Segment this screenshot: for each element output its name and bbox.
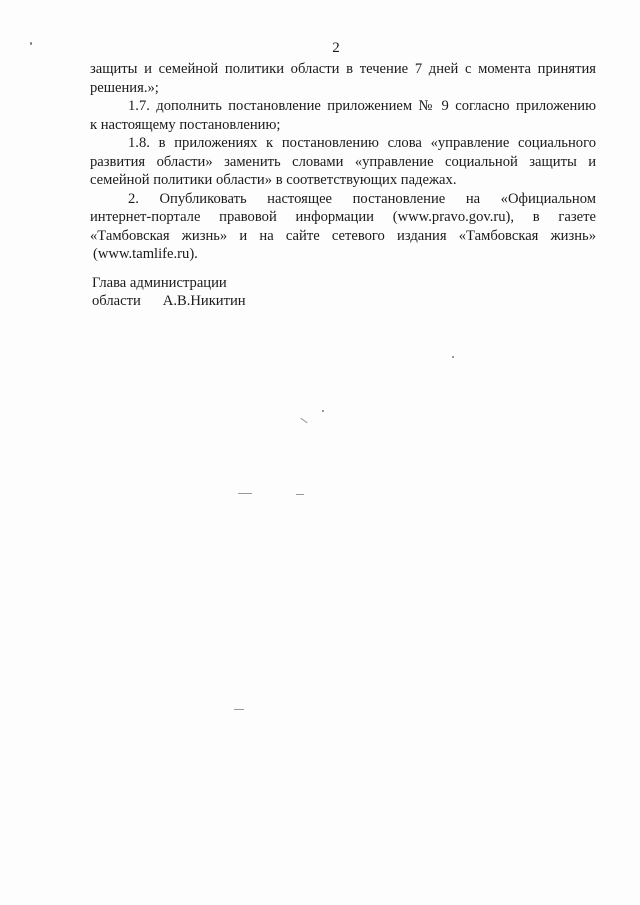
scan-speck	[30, 42, 32, 45]
signature-block	[92, 274, 246, 310]
text-line: 2. Опубликовать настоящее постановление на «Официальном	[128, 190, 596, 207]
body-text	[90, 60, 596, 264]
scan-mark	[238, 493, 252, 494]
text-line: 1.7. дополнить постановление приложением № 9 согласно приложению	[128, 98, 596, 114]
scan-mark	[300, 418, 307, 423]
scan-speck	[452, 356, 454, 358]
signature-region: области	[92, 293, 141, 309]
text-line: защиты и семейной политики области в течение 7 дней с момента принятия	[90, 61, 596, 77]
text-line: «Тамбовская жизнь» и на сайте сетевого издания «Тамбовская жизнь»	[90, 227, 596, 244]
signature-title: Глава администрации	[92, 275, 227, 291]
text-line: решения.»;	[90, 79, 159, 96]
text-line: к настоящему постановлению;	[90, 116, 281, 133]
text-line: интернет-портале правовой информации (www.pravo.gov.ru), в газете	[90, 209, 596, 225]
scan-mark	[296, 494, 304, 495]
scan-speck	[322, 410, 324, 412]
text-line: развития области» заменить словами «управление социальной защиты и	[90, 153, 596, 170]
signature-name: А.В.Никитин	[162, 293, 246, 309]
signature-title-region	[92, 292, 246, 310]
scan-mark	[234, 709, 244, 710]
text-line: 1.8. в приложениях к постановлению слова «управление социального	[128, 135, 596, 151]
text-line: (www.tamlife.ru).	[93, 246, 198, 262]
page-number: 2	[332, 40, 340, 56]
text-line: семейной политики области» в соответствующих падежах.	[90, 172, 457, 188]
